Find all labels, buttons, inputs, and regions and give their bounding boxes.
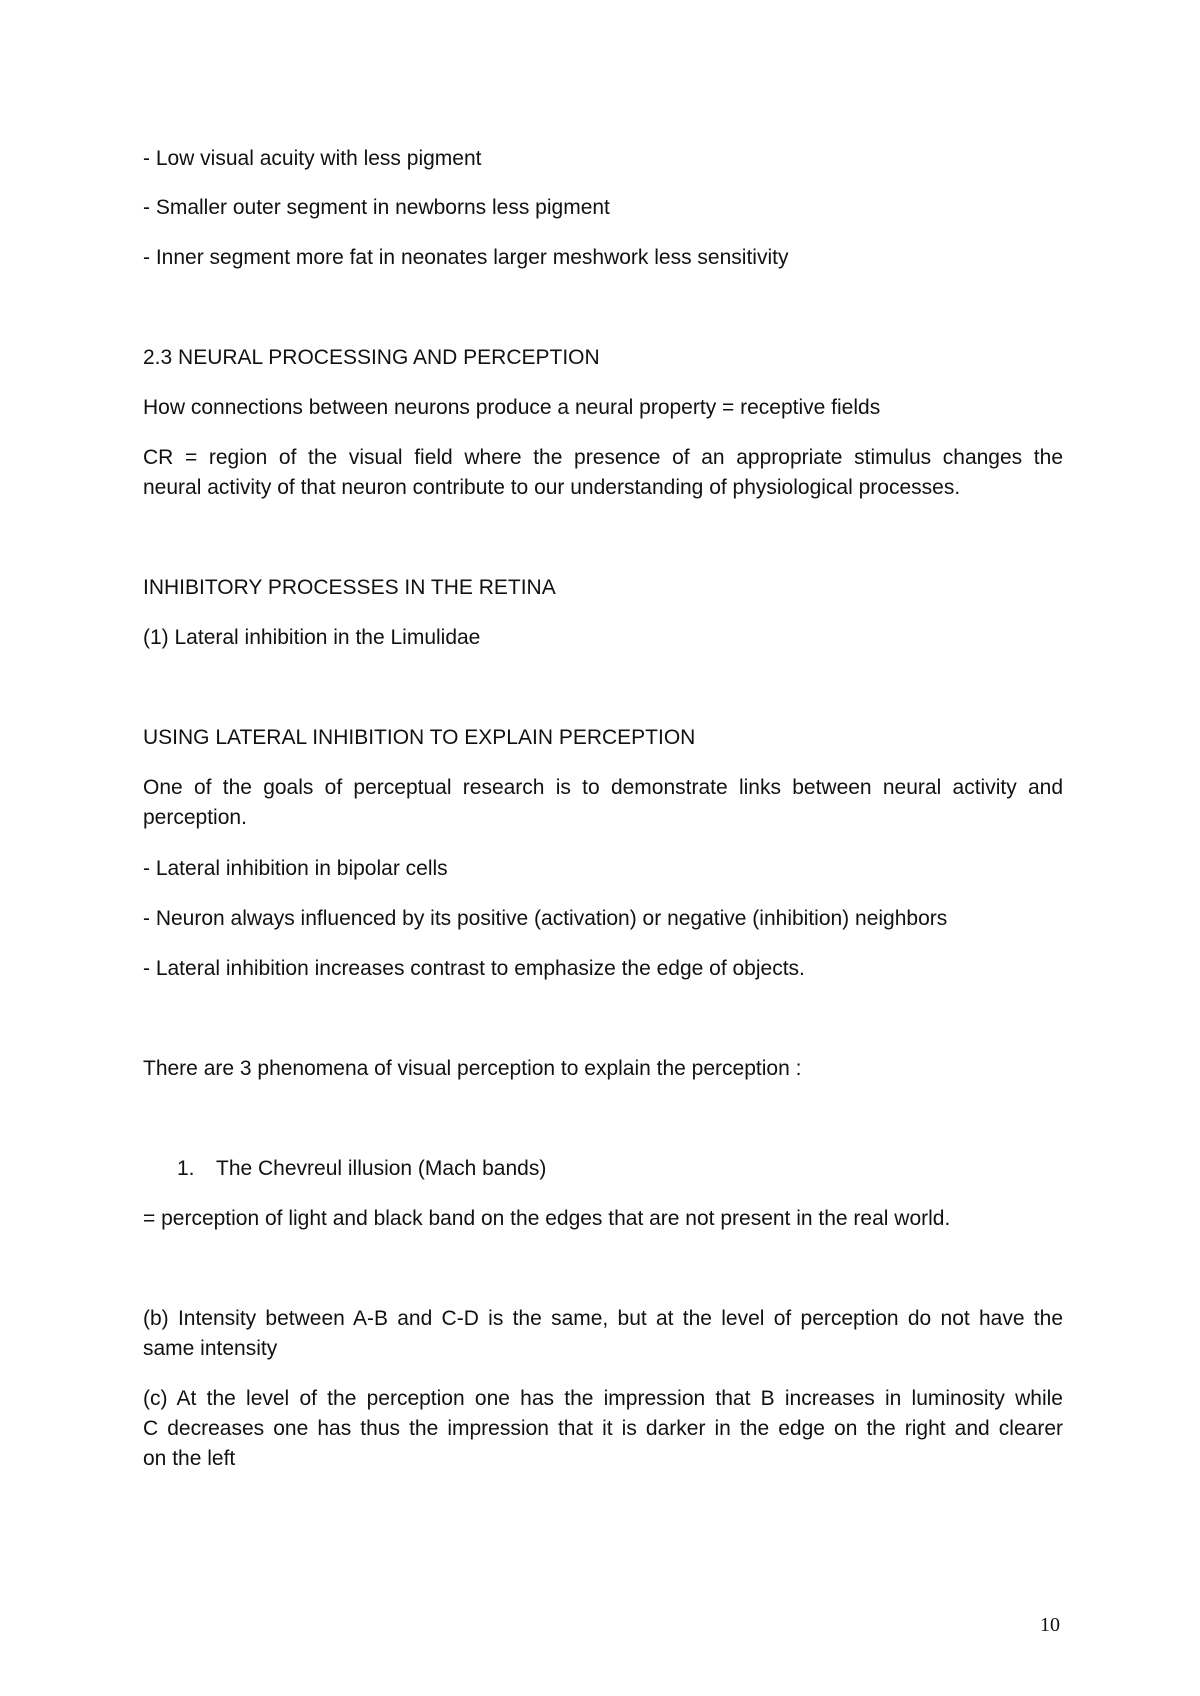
- paragraph-c-perception: [143, 1384, 1063, 1474]
- bullet-bipolar-cells: - Lateral inhibition in bipolar cells: [143, 857, 448, 880]
- section-heading-neural-processing: 2.3 NEURAL PROCESSING AND PERCEPTION: [143, 346, 600, 369]
- cr-definition-paragraph: [143, 443, 1063, 503]
- goals-line: One of the goals of perceptual research is to demonstrate links between neural activity and: [143, 776, 1063, 799]
- item-number: 1.: [177, 1157, 195, 1180]
- phenomena-intro: There are 3 phenomena of visual perception to explain the perception :: [143, 1057, 802, 1080]
- bullet-neuron-neighbors: - Neuron always influenced by its positive (activation) or negative (inhibition) neighbors: [143, 907, 948, 930]
- bullet-inner-segment: - Inner segment more fat in neonates larger meshwork less sensitivity: [143, 246, 789, 269]
- mach-bands-definition: = perception of light and black band on the edges that are not present in the real world.: [143, 1207, 951, 1230]
- paragraph-c-line: (c) At the level of the perception one has the impression that B increases in luminosity while: [143, 1387, 1063, 1410]
- paragraph-c-line: on the left: [143, 1447, 236, 1470]
- paragraph-b-line: (b) Intensity between A-B and C-D is the same, but at the level of perception do not have the: [143, 1307, 1063, 1330]
- page-number: 10: [1040, 1614, 1060, 1636]
- receptive-fields-intro: How connections between neurons produce a neural property = receptive fields: [143, 396, 881, 419]
- numbered-item-chevreul: [177, 1154, 546, 1184]
- bullet-contrast-edges: - Lateral inhibition increases contrast to emphasize the edge of objects.: [143, 957, 805, 980]
- goals-line: perception.: [143, 806, 247, 829]
- section-heading-lateral-inhibition: USING LATERAL INHIBITION TO EXPLAIN PERCEPTION: [143, 726, 696, 749]
- paragraph-c-line: C decreases one has thus the impression that it is darker in the edge on the right and clearer: [143, 1417, 1063, 1440]
- limulidae-item: (1) Lateral inhibition in the Limulidae: [143, 626, 481, 649]
- cr-definition-line: CR = region of the visual field where the presence of an appropriate stimulus changes the: [143, 446, 1063, 469]
- item-text: The Chevreul illusion (Mach bands): [216, 1157, 547, 1180]
- section-heading-inhibitory-processes: INHIBITORY PROCESSES IN THE RETINA: [143, 576, 556, 599]
- goals-paragraph: [143, 773, 1063, 833]
- bullet-smaller-outer-segment: - Smaller outer segment in newborns less pigment: [143, 196, 610, 219]
- bullet-low-visual-acuity: - Low visual acuity with less pigment: [143, 147, 482, 170]
- paragraph-b-line: same intensity: [143, 1337, 278, 1360]
- paragraph-b-intensity: [143, 1304, 1063, 1364]
- cr-definition-line: neural activity of that neuron contribute to our understanding of physiological processes.: [143, 476, 961, 499]
